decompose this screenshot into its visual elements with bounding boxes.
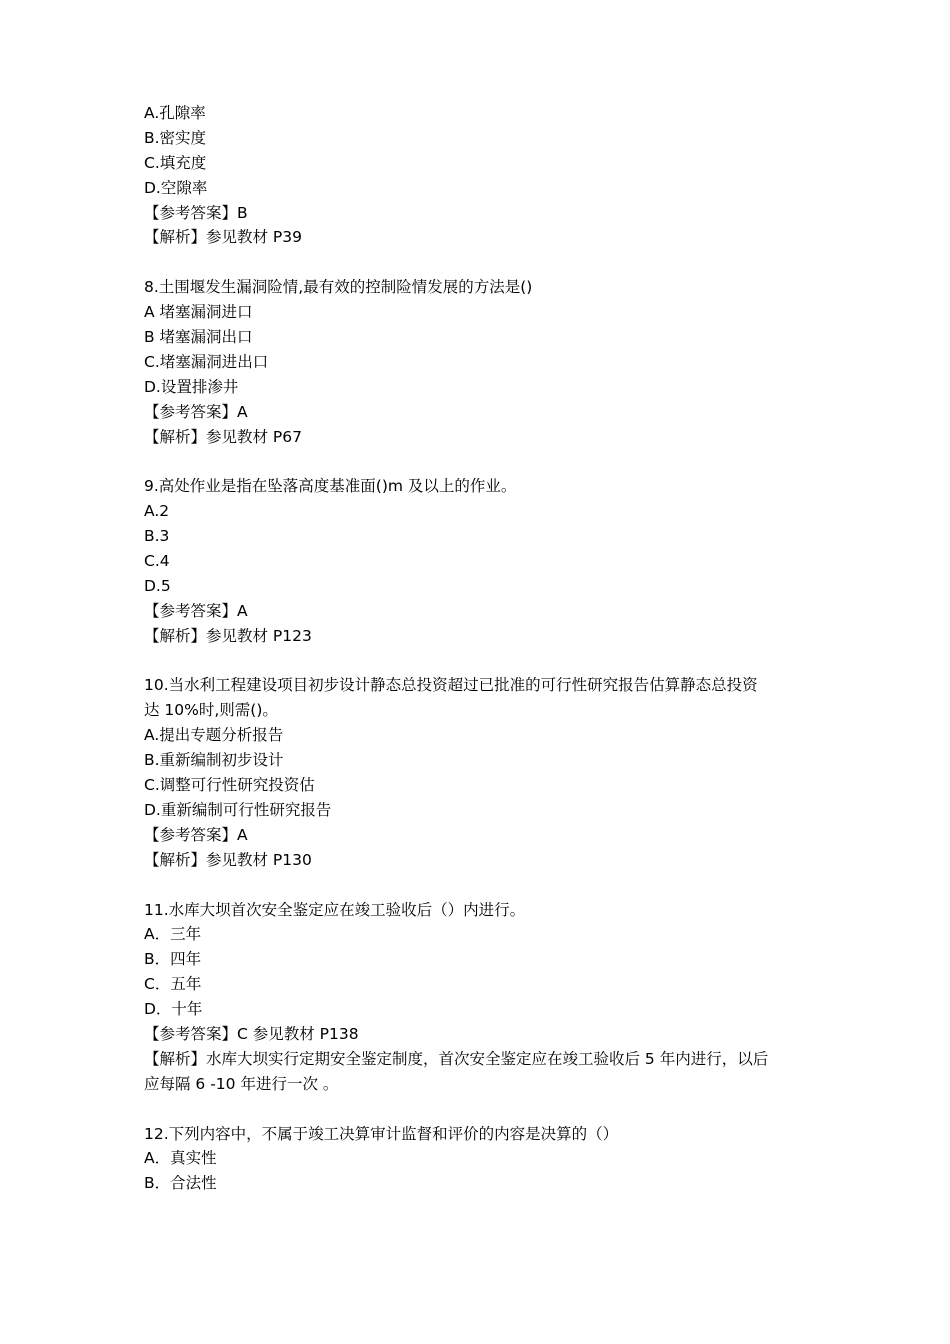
reference-answer: 【参考答案】B xyxy=(144,203,248,222)
question-text: 12.下列内容中，不属于竣工决算审计监督和评价的内容是决算的（） xyxy=(144,1124,619,1143)
option-c: C.堵塞漏洞进出口 xyxy=(144,352,269,371)
option-b: B．合法性 xyxy=(144,1174,217,1193)
spacer xyxy=(144,449,814,474)
option-a: A 堵塞漏洞进口 xyxy=(144,303,253,322)
spacer xyxy=(144,1097,814,1122)
spacer xyxy=(144,250,814,275)
question-text: 10.当水利工程建设项目初步设计静态总投资超过已批准的可行性研究报告估算静态总投资 xyxy=(144,676,758,695)
question-8 xyxy=(144,275,814,449)
option-b: B．四年 xyxy=(144,950,202,969)
reference-answer: 【参考答案】A xyxy=(144,402,248,421)
analysis: 【解析】参见教材 P39 xyxy=(144,228,302,247)
question-10 xyxy=(144,673,814,872)
question-9 xyxy=(144,474,814,648)
option-a: A．三年 xyxy=(144,925,202,944)
analysis: 【解析】参见教材 P130 xyxy=(144,850,312,869)
option-a: A.孔隙率 xyxy=(144,104,206,122)
option-c: C．五年 xyxy=(144,975,202,994)
question-text: 8.土围堰发生漏洞险情,最有效的控制险情发展的方法是() xyxy=(144,278,533,297)
option-a: A.2 xyxy=(144,502,170,521)
spacer xyxy=(144,873,814,898)
question-text-continued: 达 10%时,则需()。 xyxy=(144,701,278,720)
option-b: B.重新编制初步设计 xyxy=(144,751,284,770)
option-d: D.5 xyxy=(144,576,171,595)
option-c: C.调整可行性研究投资估 xyxy=(144,776,315,795)
option-a: A.提出专题分析报告 xyxy=(144,726,284,745)
option-d: D．十年 xyxy=(144,1000,203,1019)
question-7-tail xyxy=(144,101,814,250)
option-d: D.设置排渗井 xyxy=(144,377,239,396)
analysis: 【解析】参见教材 P67 xyxy=(144,427,302,446)
spacer xyxy=(144,649,814,674)
option-c: C.4 xyxy=(144,552,170,571)
question-text: 11.水库大坝首次安全鉴定应在竣工验收后（）内进行。 xyxy=(144,900,526,919)
reference-answer: 【参考答案】A xyxy=(144,825,248,844)
question-11 xyxy=(144,898,814,1097)
option-a: A．真实性 xyxy=(144,1149,217,1168)
analysis: 【解析】参见教材 P123 xyxy=(144,626,312,645)
option-b: B 堵塞漏洞出口 xyxy=(144,328,253,347)
option-b: B.3 xyxy=(144,527,170,546)
reference-answer: 【参考答案】A xyxy=(144,601,248,620)
question-text: 9.高处作业是指在坠落高度基准面()m 及以上的作业。 xyxy=(144,477,517,496)
document-page xyxy=(144,101,814,1196)
option-d: D.空隙率 xyxy=(144,178,208,197)
reference-answer: 【参考答案】C 参见教材 P138 xyxy=(144,1024,359,1043)
analysis: 【解析】水库大坝实行定期安全鉴定制度，首次安全鉴定应在竣工验收后 5 年内进行，以后 xyxy=(144,1049,769,1068)
analysis-continued: 应每隔 6 -10 年进行一次 。 xyxy=(144,1074,339,1093)
option-d: D.重新编制可行性研究报告 xyxy=(144,800,332,819)
option-c: C.填充度 xyxy=(144,153,207,172)
option-b: B.密实度 xyxy=(144,128,207,147)
question-12 xyxy=(144,1122,814,1197)
